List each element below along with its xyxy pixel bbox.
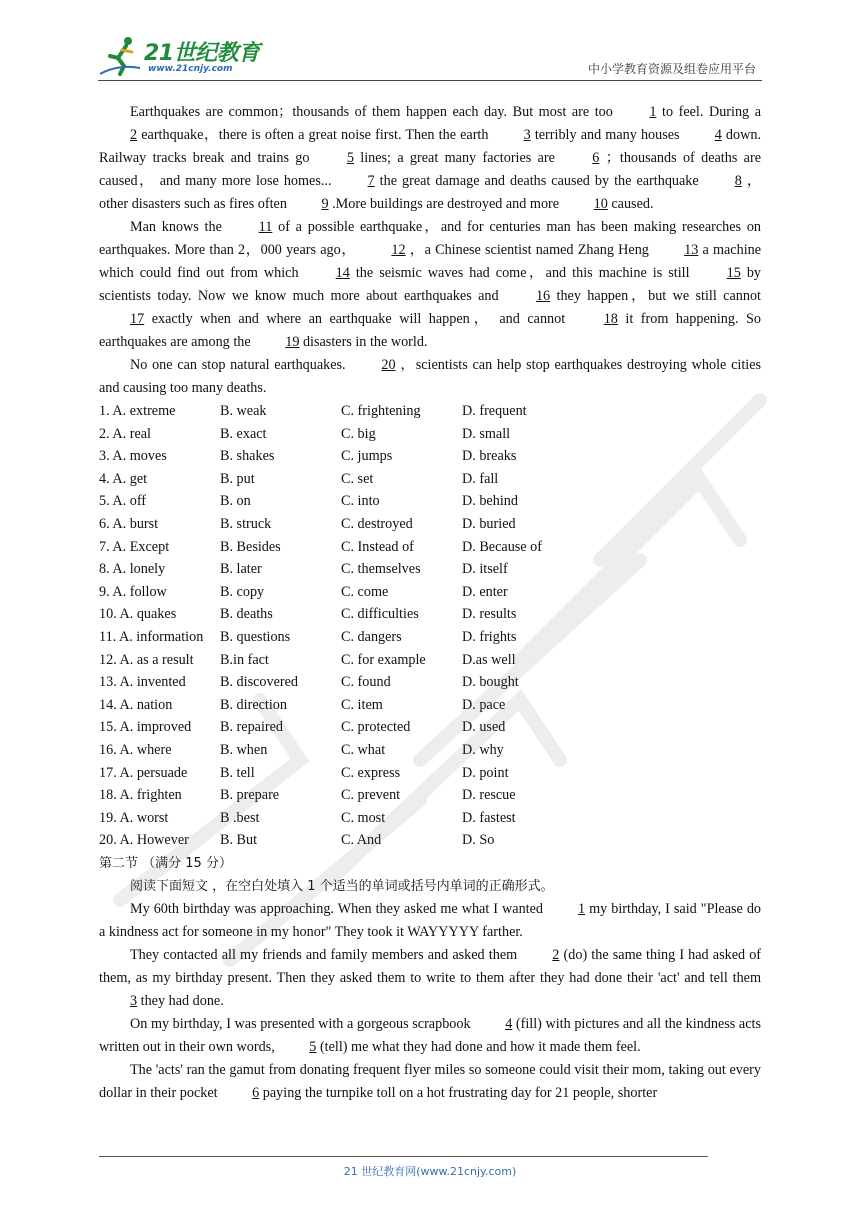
option-d: D.as well <box>462 651 516 668</box>
option-b: B. shakes <box>220 448 275 465</box>
blank-s2-1: 1 <box>578 900 586 917</box>
blank-12: 12 <box>391 242 406 258</box>
blank-6: 6 <box>592 150 600 166</box>
option-b: B. exact <box>220 425 267 442</box>
text: disasters in the world. <box>302 334 428 350</box>
option-a: 17. A. persuade <box>99 764 188 781</box>
option-row <box>99 581 761 604</box>
text: They contacted all my friends and family members and asked them <box>130 946 518 963</box>
option-a: 2. A. real <box>99 425 152 442</box>
story-paragraph-4 <box>99 1059 761 1105</box>
blank-7: 7 <box>367 173 375 189</box>
blank-s2-2: 2 <box>552 946 560 963</box>
option-row <box>99 536 761 559</box>
blank-s2-3: 3 <box>130 992 138 1009</box>
option-c: C. come <box>341 583 389 600</box>
option-d: D. results <box>462 606 517 623</box>
option-b: B. on <box>220 493 251 510</box>
blank-4: 4 <box>714 127 722 143</box>
text: paying the turnpike toll on a hot frustrating day for 21 people, shorter <box>262 1084 658 1101</box>
story-paragraph-3 <box>99 1013 761 1059</box>
text: it from happening. So earthquakes are among the <box>99 311 762 350</box>
option-c: C. express <box>341 764 401 781</box>
option-c: C. set <box>341 470 374 487</box>
text: (do) the same thing I had asked of them, as my birthday present. Then they asked them to write to them after they had done their 'act' and tell them <box>99 946 762 986</box>
blank-8: 8 <box>734 173 742 189</box>
option-b: B. prepare <box>220 787 280 804</box>
header-divider <box>98 80 762 81</box>
option-d: D. enter <box>462 583 508 600</box>
text: My 60th birthday was approaching. When they asked me what I wanted <box>130 900 543 917</box>
options-list <box>99 400 761 852</box>
blank-1: 1 <box>649 104 657 120</box>
option-b: B. deaths <box>220 606 273 623</box>
option-row <box>99 603 761 626</box>
option-row <box>99 807 761 830</box>
option-c: C. dangers <box>341 628 402 645</box>
text: ，a Chinese scientist named Zhang Heng <box>409 242 649 258</box>
option-row <box>99 671 761 694</box>
option-d: D. So <box>462 832 495 849</box>
option-d: D. fall <box>462 470 499 487</box>
option-a: 7. A. Except <box>99 538 170 555</box>
text: Man knows the <box>130 219 222 235</box>
text: ；thousands of deaths are caused， and many more lose homes... <box>99 150 762 189</box>
option-b: B. repaired <box>220 719 284 736</box>
text: my birthday, I said "Please do a kindness act for someone in my honor" They took it WAYYYYY farther. <box>99 900 762 940</box>
blank-13: 13 <box>684 242 699 258</box>
option-a: 14. A. nation <box>99 696 173 713</box>
text: Earthquakes are common；thousands of them happen each day. But most are too <box>130 104 613 120</box>
blank-9: 9 <box>321 196 329 212</box>
option-a: 12. A. as a result <box>99 651 194 668</box>
option-d: D. frights <box>462 628 517 645</box>
option-b: B. copy <box>220 583 265 600</box>
blank-3: 3 <box>523 127 531 143</box>
option-d: D. frequent <box>462 403 527 419</box>
text: down. Railway tracks break and trains go <box>99 127 761 166</box>
option-b: B. tell <box>220 764 255 781</box>
text: the great damage and deaths caused by the earthquake <box>379 173 699 189</box>
blank-s2-6: 6 <box>252 1084 260 1101</box>
option-a: 20. A. However <box>99 832 189 849</box>
blank-11: 11 <box>258 219 273 235</box>
text: earthquake，there is often a great noise first. Then the earth <box>141 127 489 143</box>
text: .More buildings are destroyed and more <box>332 196 560 212</box>
option-c: C. big <box>341 425 376 442</box>
option-c: C. frightening <box>341 403 421 419</box>
option-d: D. point <box>462 764 509 781</box>
option-a: 9. A. follow <box>99 583 167 600</box>
document-body <box>99 101 761 1105</box>
option-a: 16. A. where <box>99 741 172 758</box>
option-b: B.in fact <box>220 651 269 668</box>
text: lines; a great many factories are <box>360 150 555 166</box>
option-a: 4. A. get <box>99 470 148 487</box>
option-a: 8. A. lonely <box>99 561 166 578</box>
option-row <box>99 739 761 762</box>
option-row <box>99 400 761 423</box>
option-d: D. rescue <box>462 787 516 804</box>
text: ，other disasters such as fires often <box>99 173 762 212</box>
option-a: 19. A. worst <box>99 809 169 826</box>
text: of a possible earthquake，and for centuries man has been making researches on earthquakes. More than 2，000 years ago， <box>99 219 762 258</box>
passage-paragraph-3 <box>99 354 761 400</box>
option-a: 10. A. quakes <box>99 606 177 623</box>
option-c: C. protected <box>341 719 411 736</box>
blank-14: 14 <box>335 265 350 281</box>
blank-10: 10 <box>593 196 608 212</box>
blank-17: 17 <box>130 311 145 327</box>
runner-icon <box>98 34 142 78</box>
logo-url: www.21cnjy.com <box>148 64 233 74</box>
logo-text: 21世纪教育 <box>144 41 260 66</box>
option-row <box>99 423 761 446</box>
option-row <box>99 716 761 739</box>
blank-20: 20 <box>381 357 396 373</box>
blank-15: 15 <box>726 265 741 281</box>
option-c: C. for example <box>341 651 426 668</box>
story-paragraph-2 <box>99 944 761 1013</box>
option-b: B. struck <box>220 515 272 532</box>
blank-2: 2 <box>130 127 138 143</box>
option-c: C. jumps <box>341 448 393 465</box>
text: No one can stop natural earthquakes. <box>130 357 346 373</box>
option-d: D. used <box>462 719 506 736</box>
blank-18: 18 <box>603 311 618 327</box>
option-b: B. questions <box>220 628 291 645</box>
blank-5: 5 <box>346 150 354 166</box>
option-row <box>99 762 761 785</box>
option-c: C. found <box>341 674 391 691</box>
text: a machine which could find out from which <box>99 242 762 281</box>
option-b: B. Besides <box>220 538 281 555</box>
option-d: D. itself <box>462 561 508 578</box>
text: (fill) with pictures and all the kindness acts written out in their own words, <box>99 1015 761 1055</box>
option-c: C. most <box>341 809 386 826</box>
text: exactly when and where an earthquake will happen， and cannot <box>151 311 566 327</box>
option-a: 3. A. moves <box>99 448 167 465</box>
option-c: C. destroyed <box>341 515 413 532</box>
text: they happen，but we still cannot <box>556 288 761 304</box>
option-b: B. direction <box>220 696 287 713</box>
section-instruction: 阅读下面短文 ，在空白处填入 1 个适当的单词或括号内单词的正确形式。 <box>130 878 554 894</box>
blank-19: 19 <box>285 334 300 350</box>
passage-paragraph-2 <box>99 216 761 354</box>
option-b: B. when <box>220 741 268 758</box>
option-d: D. pace <box>462 696 506 713</box>
option-row <box>99 626 761 649</box>
option-d: D. why <box>462 741 504 758</box>
option-b: B. weak <box>220 403 267 419</box>
option-row <box>99 468 761 491</box>
option-c: C. into <box>341 493 380 510</box>
option-d: D. behind <box>462 493 518 510</box>
option-d: D. buried <box>462 515 516 532</box>
option-a: 1. A. extreme <box>99 403 176 419</box>
blank-s2-5: 5 <box>309 1038 317 1055</box>
option-a: 5. A. off <box>99 493 147 510</box>
option-b: B. discovered <box>220 674 299 691</box>
text: they had done. <box>140 992 224 1009</box>
text: (tell) me what they had done and how it made them feel. <box>319 1038 641 1055</box>
option-d: D. Because of <box>462 538 542 555</box>
option-c: C. Instead of <box>341 538 414 555</box>
option-a: 18. A. frighten <box>99 787 182 804</box>
option-row <box>99 445 761 468</box>
option-c: C. item <box>341 696 383 713</box>
option-row <box>99 513 761 536</box>
text: by scientists today. Now we know much more about earthquakes and <box>99 265 761 304</box>
text: caused. <box>611 196 654 212</box>
passage-paragraph-1 <box>99 101 761 216</box>
option-row <box>99 490 761 513</box>
page-footer: 21 世纪教育网(www.21cnjy.com) <box>343 1165 517 1178</box>
section-title: 第二节 （满分 15 分） <box>99 855 232 871</box>
page-header <box>98 34 762 80</box>
option-b: B .best <box>220 809 260 826</box>
text: to feel. During a <box>662 104 761 120</box>
platform-name: 中小学教育资源及组卷应用平台 <box>587 62 756 76</box>
option-d: D. breaks <box>462 448 517 465</box>
option-c: C. what <box>341 741 386 758</box>
option-row <box>99 784 761 807</box>
option-c: C. themselves <box>341 561 421 578</box>
option-a: 13. A. invented <box>99 674 186 691</box>
option-b: B. later <box>220 561 262 578</box>
text: the seismic waves had come，and this machine is still <box>355 265 690 281</box>
text: ，scientists can help stop earthquakes destroying whole cities and causing too many deaths. <box>99 357 762 396</box>
option-c: C. prevent <box>341 787 401 804</box>
story-paragraph-1 <box>99 898 761 944</box>
site-logo <box>98 34 268 80</box>
blank-s2-4: 4 <box>505 1015 513 1032</box>
option-row <box>99 649 761 672</box>
option-c: C. And <box>341 832 382 849</box>
text: terribly and many houses <box>534 127 680 143</box>
option-row <box>99 829 761 852</box>
option-d: D. small <box>462 425 511 442</box>
option-b: B. But <box>220 832 258 849</box>
option-b: B. put <box>220 470 255 487</box>
option-c: C. difficulties <box>341 606 419 623</box>
text: On my birthday, I was presented with a gorgeous scrapbook <box>130 1015 471 1032</box>
option-a: 6. A. burst <box>99 515 159 532</box>
option-d: D. fastest <box>462 809 516 826</box>
option-a: 15. A. improved <box>99 719 192 736</box>
option-row <box>99 558 761 581</box>
option-a: 11. A. information <box>99 628 204 645</box>
blank-16: 16 <box>535 288 551 304</box>
text: The 'acts' ran the gamut from donating frequent flyer miles so someone could visit their mom, taking out every dollar in their pocket <box>99 1061 761 1101</box>
footer-divider <box>99 1156 708 1157</box>
option-row <box>99 694 761 717</box>
option-d: D. bought <box>462 674 519 691</box>
